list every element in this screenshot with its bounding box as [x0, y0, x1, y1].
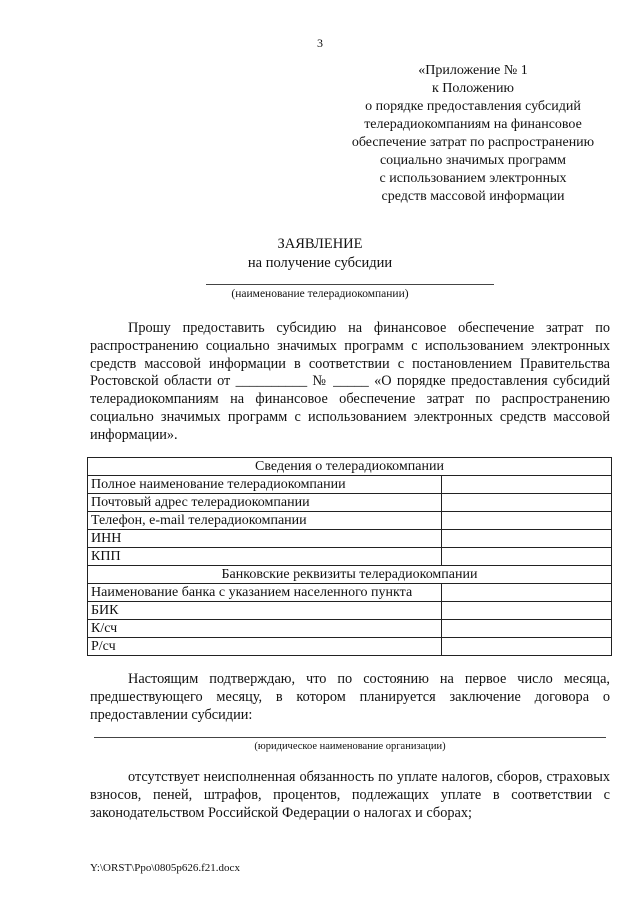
document-subtitle: на получение субсидии: [247, 255, 393, 271]
document-title: ЗАЯВЛЕНИЕ: [277, 236, 363, 252]
tax-obligation-paragraph: [90, 769, 610, 822]
table-row-label: К/сч: [88, 620, 442, 638]
company-name-caption: (наименование телерадиокомпании): [231, 288, 409, 300]
organization-name-line: [94, 737, 606, 738]
file-path-footer: Y:\ORST\Ppo\0805p626.f21.docx: [90, 862, 240, 874]
table-row: [88, 602, 612, 620]
table-row-label: Полное наименование телерадиокомпании: [88, 476, 442, 494]
table-row-label: КПП: [88, 548, 442, 566]
appendix-line: о порядке предоставления субсидий: [365, 99, 581, 114]
table-row-label: БИК: [88, 602, 442, 620]
company-name-line: [206, 284, 494, 285]
table-row-value: [442, 620, 612, 638]
company-info-table: [87, 457, 612, 656]
appendix-header: [330, 62, 616, 206]
table-row-label: Наименование банка с указанием населенного пункта: [88, 584, 442, 602]
table-row-value: [442, 584, 612, 602]
table-row-label: Р/сч: [88, 638, 442, 656]
organization-name-caption: (юридическое наименование организации): [254, 741, 446, 752]
table-row: [88, 548, 612, 566]
table-row-value: [442, 512, 612, 530]
table-row-value: [442, 530, 612, 548]
appendix-line: средств массовой информации: [381, 189, 565, 204]
appendix-line: с использованием электронных: [379, 171, 567, 186]
appendix-line: социально значимых программ: [379, 153, 567, 168]
table-row: [88, 494, 612, 512]
table-section-header: Сведения о телерадиокомпании: [88, 458, 612, 476]
table-row-label: Почтовый адрес телерадиокомпании: [88, 494, 442, 512]
table-row: [88, 638, 612, 656]
table-section-header-row: [88, 566, 612, 584]
table-row: [88, 620, 612, 638]
table-row-value: [442, 548, 612, 566]
appendix-line: к Положению: [431, 81, 514, 96]
tax-obligation-text: отсутствует неисполненная обязанность по уплате налогов, сборов, страховых взносов, пеней, штрафов, процентов, подлежащих уплате в соответствии с законодательством Российской Федерации о налогах и сборах;: [90, 769, 610, 821]
appendix-line: телерадиокомпаниям на финансовое: [364, 117, 582, 132]
table-section-header: Банковские реквизиты телерадиокомпании: [88, 566, 612, 584]
table-row-label: Телефон, e-mail телерадиокомпании: [88, 512, 442, 530]
confirmation-text: Настоящим подтверждаю, что по состоянию на первое число месяца, предшествующего месяцу, в котором планируется заключение договора о предоставлении субсидии:: [90, 671, 610, 723]
table-row: [88, 584, 612, 602]
table-row-value: [442, 476, 612, 494]
request-text: Прошу предоставить субсидию на финансовое обеспечение затрат по распространению социально значимых программ с использованием электронных средств массовой информации в соответствии с постановлением Правительства Ростовской области от __________ № _____ «О порядке предоставления субсидий телерадиокомпаниям на финансовое обеспечение затрат по распространению социально значимых программ с использованием электронных средств массовой информации».: [90, 320, 610, 443]
appendix-line: обеспечение затрат по распространению: [351, 135, 595, 150]
table-section-header-row: [88, 458, 612, 476]
page-number: 3: [317, 36, 323, 50]
request-paragraph: [90, 320, 610, 445]
table-row: [88, 512, 612, 530]
table-row-value: [442, 638, 612, 656]
table-row-value: [442, 494, 612, 512]
table-row: [88, 530, 612, 548]
table-row-value: [442, 602, 612, 620]
confirmation-paragraph: [90, 671, 610, 724]
table-row-label: ИНН: [88, 530, 442, 548]
appendix-line: «Приложение № 1: [418, 63, 528, 78]
table-row: [88, 476, 612, 494]
